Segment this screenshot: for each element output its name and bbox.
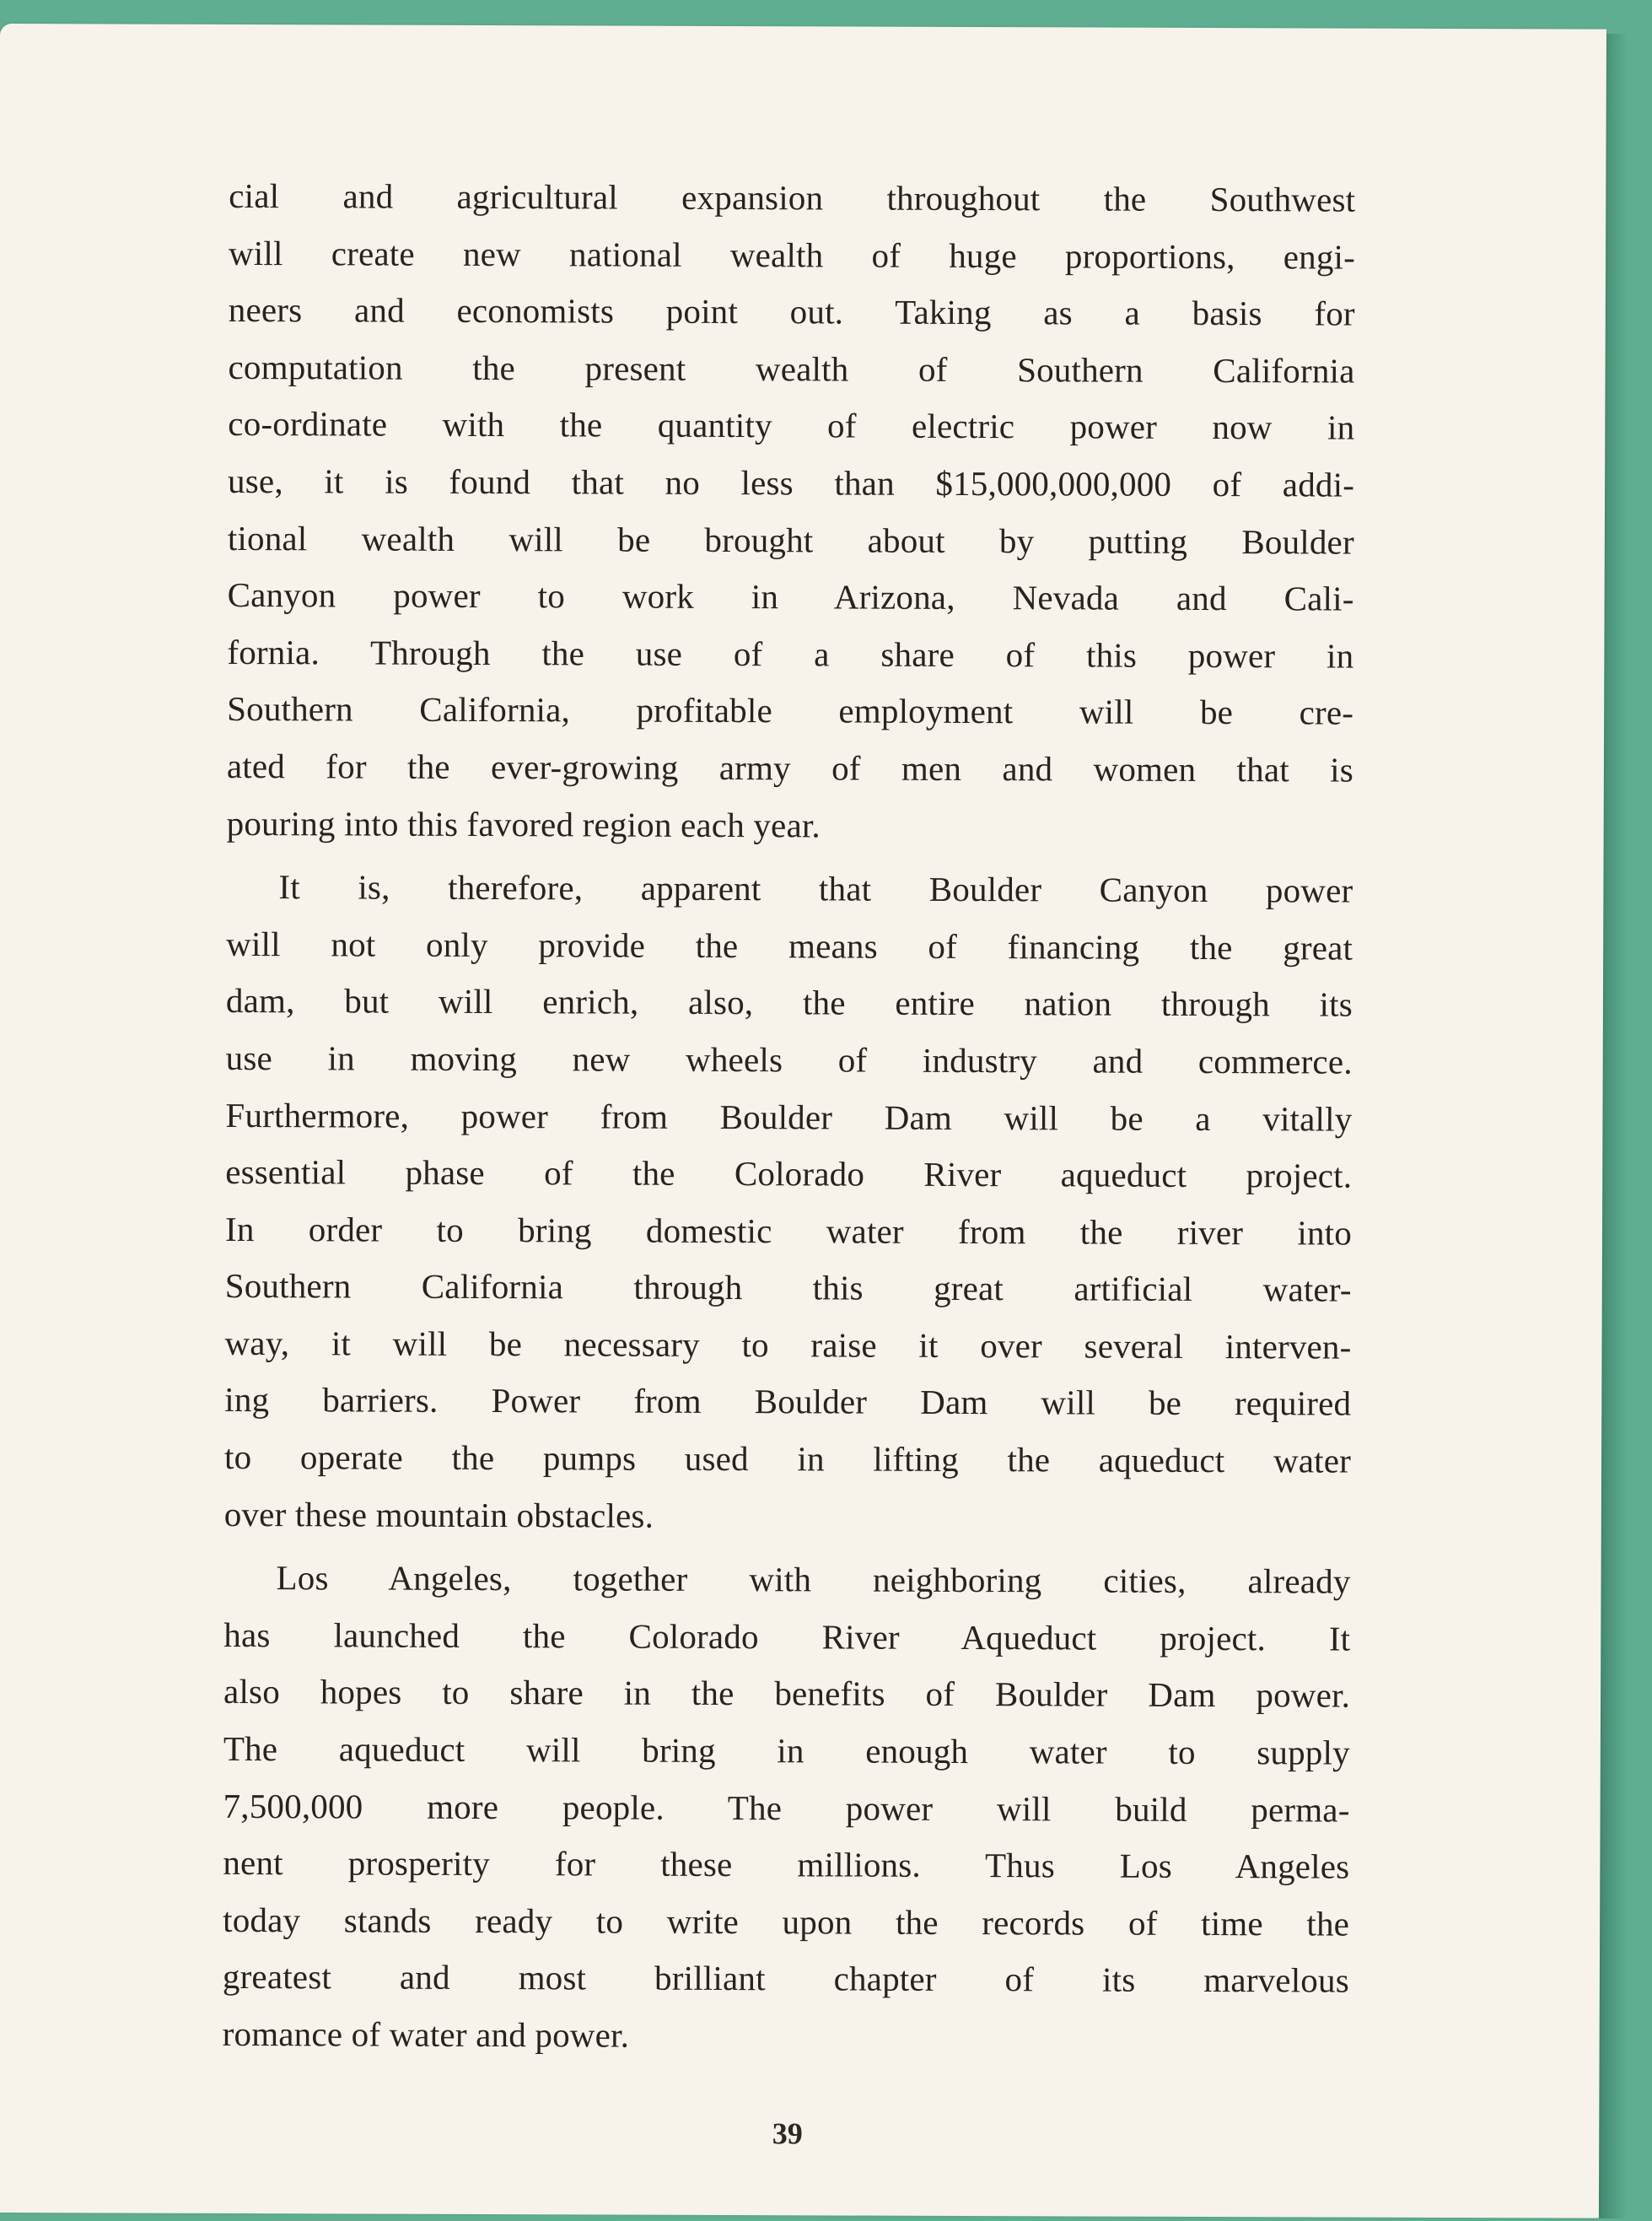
text-line: Southern California, profitable employment will be cre- (227, 689, 1354, 732)
text-line: 7,500,000 more people. The power will build perma- (223, 1786, 1350, 1830)
text-line: will not only provide the means of financing the great (226, 924, 1353, 968)
text-line: nent prosperity for these millions. Thus Los Angeles (223, 1843, 1350, 1886)
text-line: pouring into this favored region each year. (226, 803, 821, 844)
paragraph (224, 859, 1353, 1547)
text-line: use, it is found that no less than $15,000,000,000 of addi- (228, 461, 1355, 504)
text-line: The aqueduct will bring in enough water to supply (223, 1728, 1350, 1772)
text-line: ated for the ever-growing army of men and women that is (226, 746, 1354, 790)
text-line: romance of water and power. (222, 2013, 630, 2055)
text-line: to operate the pumps used in lifting the aqueduct water (223, 1437, 1352, 1480)
book-page (0, 24, 1606, 2218)
text-line: today stands ready to write upon the records of time the (223, 1900, 1350, 1943)
text-line: Los Angeles, together with neighboring cities, already (276, 1558, 1351, 1601)
text-line: over these mountain obstacles. (223, 1494, 654, 1535)
paragraph (223, 1550, 1351, 2067)
body-text (223, 168, 1356, 2067)
text-line: cial and agricultural expansion throughout the Southwest (229, 175, 1356, 219)
text-line: way, it will be necessary to raise it over several interven- (224, 1323, 1352, 1367)
text-line: ing barriers. Power from Boulder Dam will be required (224, 1380, 1352, 1424)
text-line: greatest and most brilliant chapter of its marvelous (222, 1957, 1349, 2001)
text-line: essential phase of the Colorado River aqueduct project. (225, 1152, 1353, 1195)
text-line: Canyon power to work in Arizona, Nevada and Cali- (227, 575, 1354, 618)
paragraph (227, 168, 1356, 856)
text-line: has launched the Colorado River Aqueduct project. It (223, 1615, 1351, 1658)
text-line: Furthermore, power from Boulder Dam will be a vitally (225, 1095, 1353, 1139)
text-line: fornia. Through the use of a share of this power in (227, 632, 1354, 676)
text-line: use in moving new wheels of industry and commerce. (225, 1038, 1353, 1081)
text-line: In order to bring domestic water from the river into (224, 1209, 1353, 1253)
text-line: dam, but will enrich, also, the entire nation through its (225, 981, 1353, 1024)
text-line: computation the present wealth of Southern California (228, 347, 1355, 391)
text-line: co-ordinate with the quantity of electric power now in (228, 404, 1355, 447)
text-line: tional wealth will be brought about by putting Boulder (227, 518, 1354, 562)
text-line: Southern California through this great artificial water- (224, 1266, 1352, 1309)
text-line: will create new national wealth of huge proportions, engi- (228, 233, 1356, 277)
page-number: 39 (772, 2116, 803, 2151)
text-line: It is, therefore, apparent that Boulder Canyon power (278, 867, 1353, 910)
text-line: also hopes to share in the benefits of Boulder Dam power. (223, 1672, 1351, 1716)
text-line: neers and economists point out. Taking as a basis for (228, 290, 1355, 333)
